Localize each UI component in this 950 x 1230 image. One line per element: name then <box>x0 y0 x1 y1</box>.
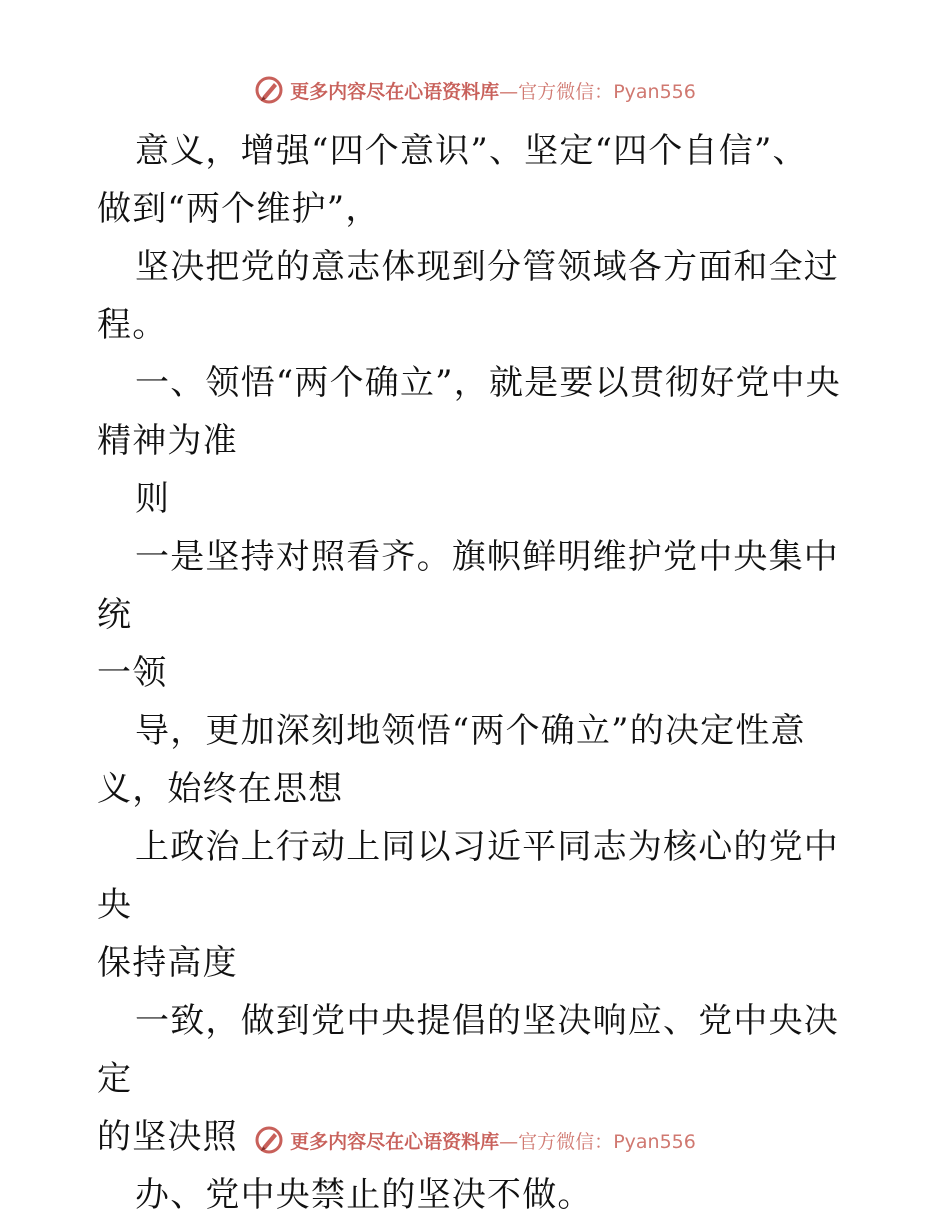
paragraph-1-line-2: 做到“两个维护”， <box>97 189 381 229</box>
watermark-banner-bottom <box>0 1120 950 1160</box>
paragraph-3-line-2: 精神为准 <box>97 421 238 461</box>
paragraph-7-line-2: 保持高度 <box>97 943 238 983</box>
paragraph-3 <box>97 354 857 470</box>
paragraph-4-line-1: 则 <box>135 479 171 519</box>
watermark-handle: Pyan556 <box>613 80 696 103</box>
paragraph-7 <box>97 818 857 992</box>
paragraph-2-line-2: 程。 <box>97 305 168 345</box>
paragraph-1-line-1: 意义，增强“四个意识”、坚定“四个自信”、 <box>135 131 808 171</box>
paragraph-9-line-1: 办、党中央禁止的坚决不做。 <box>135 1175 593 1215</box>
watermark-source: 更多内容尽在心语资料库 <box>290 80 500 103</box>
paragraph-6 <box>97 702 857 818</box>
paragraph-5-line-1: 一是坚持对照看齐。旗帜鲜明维护党中央集中统 <box>97 537 839 635</box>
watermark-official: 官方微信： <box>518 1130 614 1153</box>
paragraph-1 <box>97 122 857 238</box>
watermark-dash: — <box>499 80 519 103</box>
paragraph-6-line-2: 义，始终在思想 <box>97 769 344 809</box>
watermark-dash: — <box>499 1130 519 1153</box>
watermark-source: 更多内容尽在心语资料库 <box>290 1130 500 1153</box>
pen-logo-icon <box>254 75 284 105</box>
watermark-official: 官方微信： <box>518 80 614 103</box>
watermark-text <box>290 77 696 104</box>
paragraph-5 <box>97 528 857 702</box>
paragraph-6-line-1: 导，更加深刻地领悟“两个确立”的决定性意 <box>135 711 806 751</box>
paragraph-9 <box>97 1166 857 1224</box>
paragraph-2-line-1: 坚决把党的意志体现到分管领域各方面和全过 <box>135 247 839 287</box>
paragraph-7-line-1: 上政治上行动上同以习近平同志为核心的党中央 <box>97 827 839 925</box>
document-body <box>97 122 857 1224</box>
paragraph-2 <box>97 238 857 354</box>
paragraph-3-line-1: 一、领悟“两个确立”，就是要以贯彻好党中央 <box>135 363 841 403</box>
paragraph-8-line-1: 一致，做到党中央提倡的坚决响应、党中央决定 <box>97 1001 839 1099</box>
pen-logo-icon <box>254 1125 284 1155</box>
watermark-handle: Pyan556 <box>613 1130 696 1153</box>
paragraph-5-line-2: 一领 <box>97 653 168 693</box>
watermark-banner-top <box>0 70 950 110</box>
watermark-text <box>290 1127 696 1154</box>
paragraph-4 <box>97 470 857 528</box>
paragraph-8-line-2: 的坚决照 <box>97 1117 238 1157</box>
